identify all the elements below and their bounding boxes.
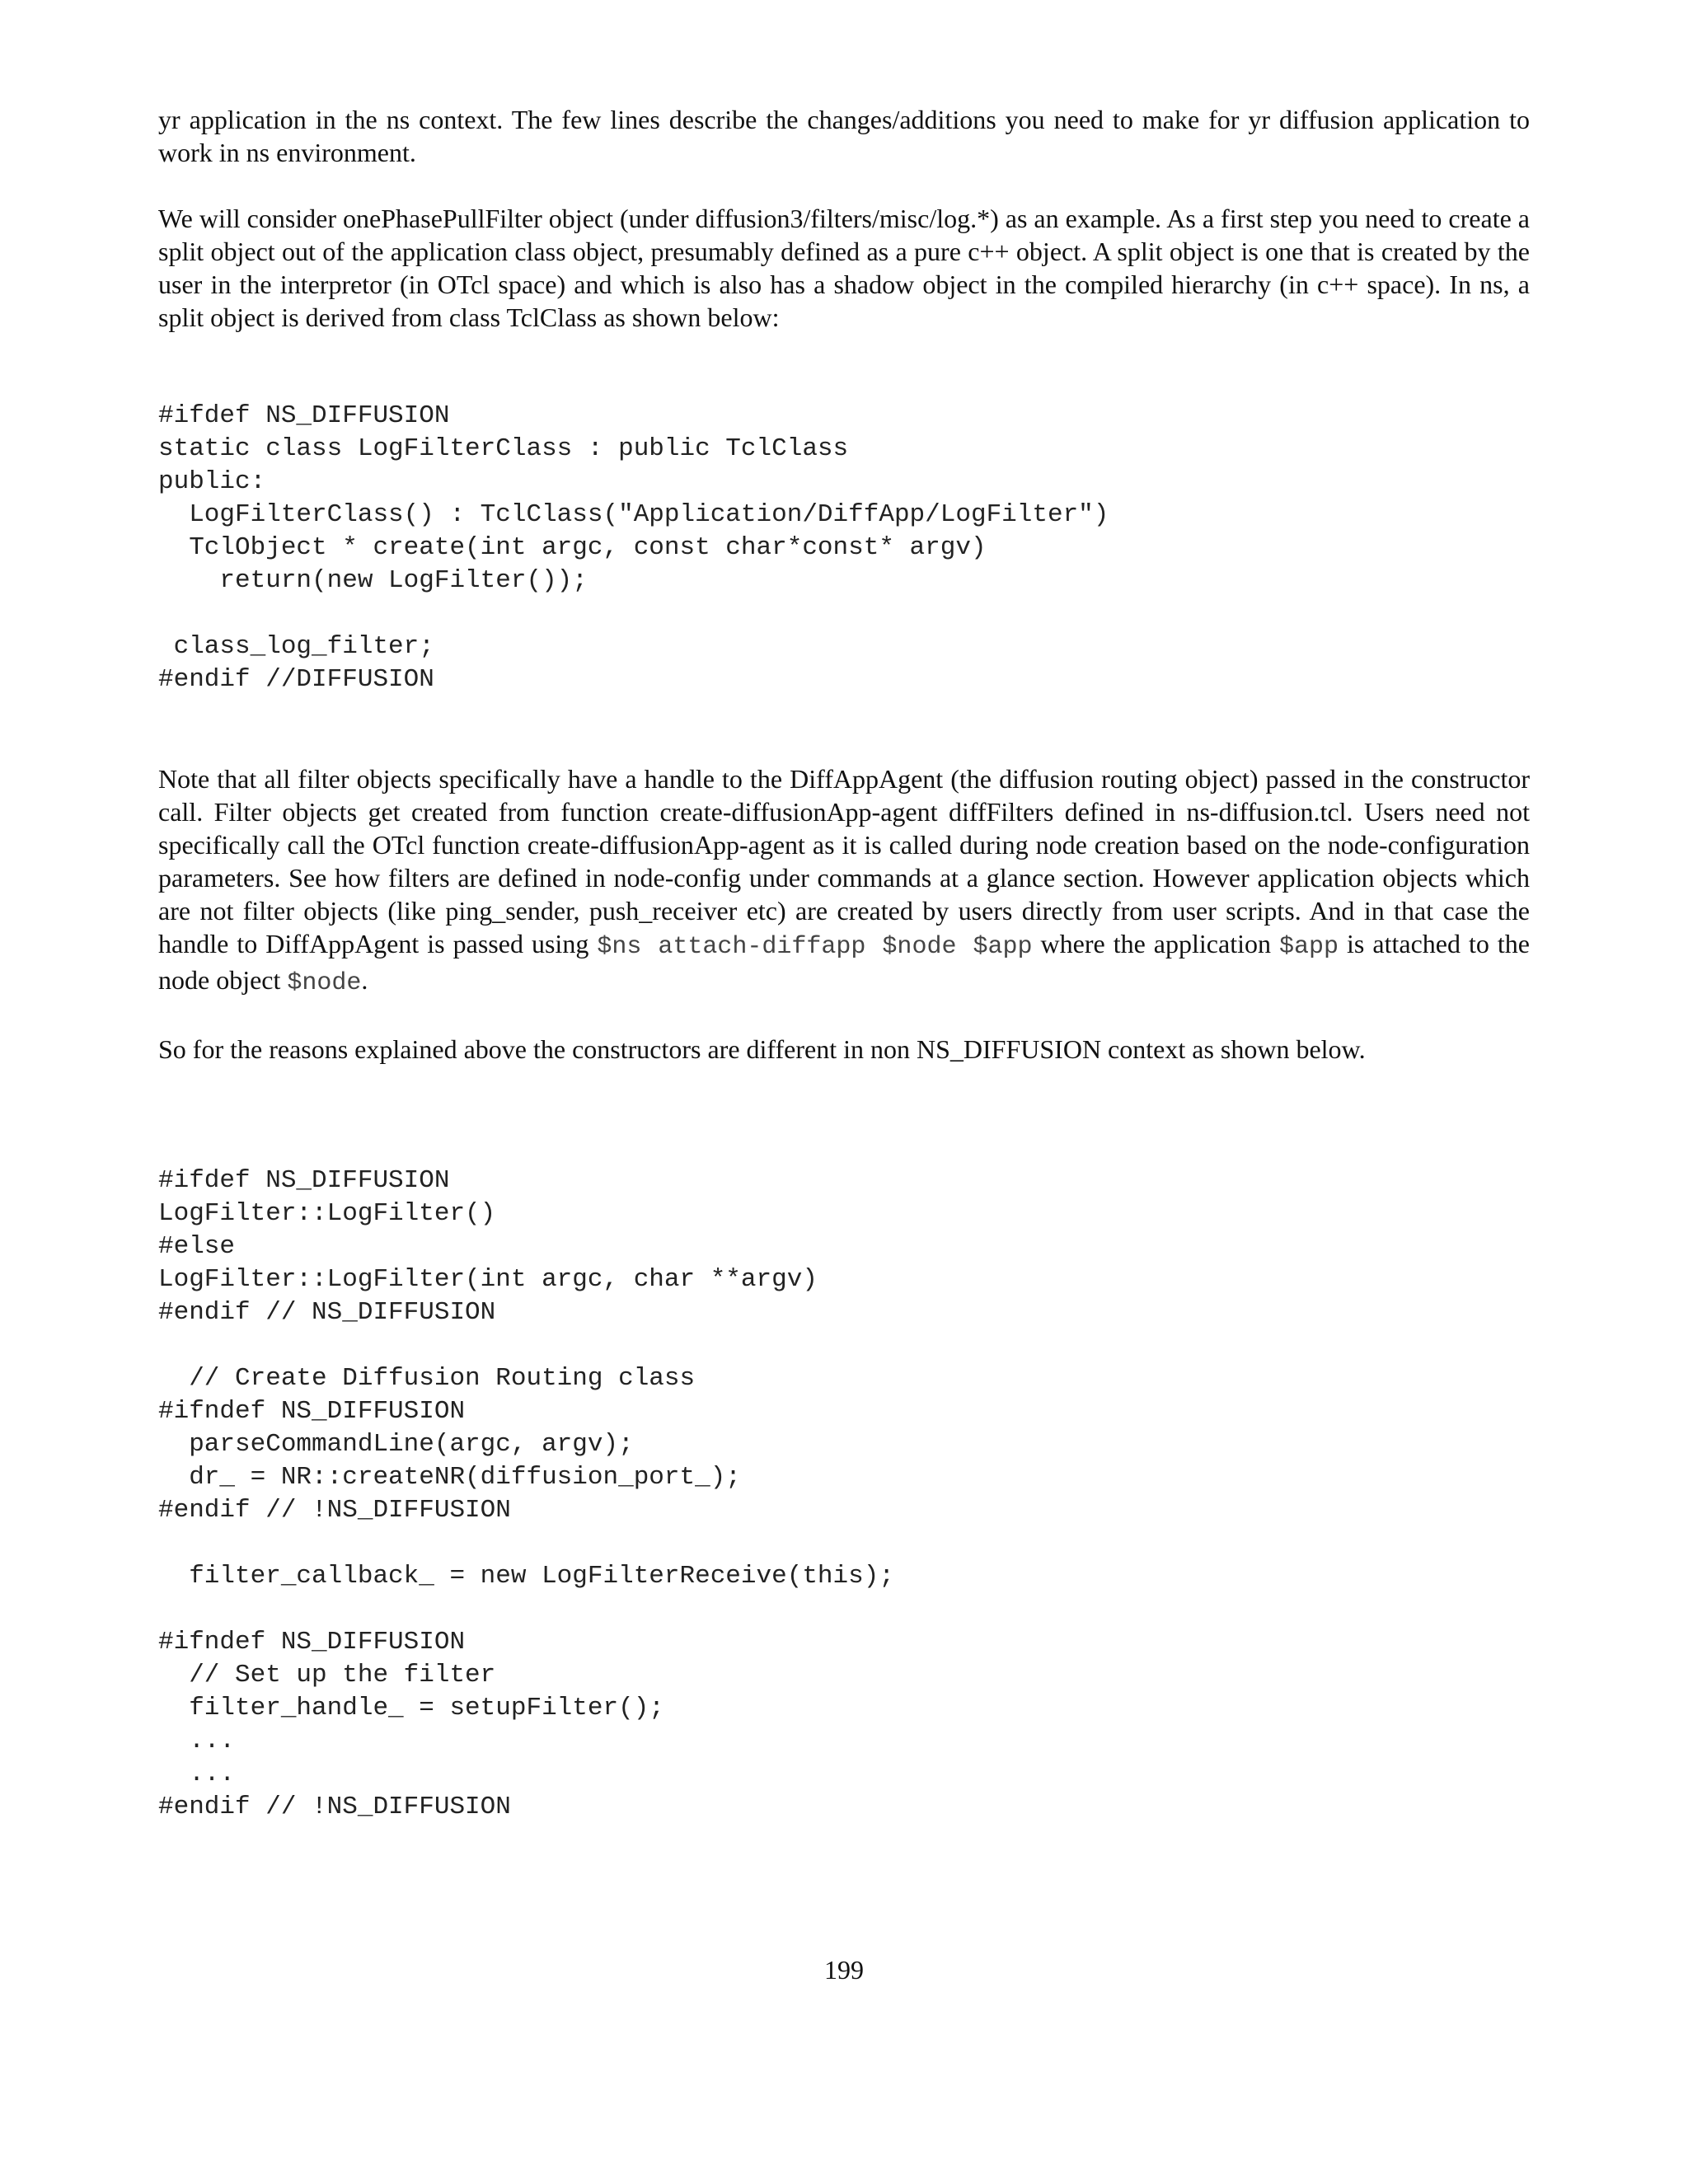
code-line: #endif //DIFFUSION	[158, 665, 434, 694]
code-block-tclclass	[158, 400, 1530, 696]
code-line: #else	[158, 1232, 236, 1261]
code-line: filter_handle_ = setupFilter();	[158, 1694, 664, 1722]
code-line: LogFilter::LogFilter()	[158, 1199, 496, 1228]
paragraph-intro: yr application in the ns context. The few lines describe the changes/additions you need to make for yr diffusion application to work in ns environment.	[158, 105, 1530, 167]
paragraph-split-object: We will consider onePhasePullFilter object (under diffusion3/filters/misc/log.*) as an example. As a first step you need to create a split object out of the application class object, presumably defined as a pure c++ object. A split object is one that is created by the user in the interpretor (in OTcl space) and which is also has a shadow object in the compiled hierarchy (in c++ space). In ns, a split object is derived from class TclClass as shown below:	[158, 204, 1530, 332]
code-line: filter_callback_ = new LogFilterReceive(this);	[158, 1562, 894, 1591]
paragraph-filter-objects-text-a: Note that all filter objects specifically have a handle to the DiffAppAgent (the diffusion routing object) passed in the constructor call. Filter objects get created from function create-diffusionApp-agent diffFilters defined in ns-diffusion.tcl. Users need not specifically call the OTcl function create-diffusionApp-agent as it is called during node creation based on the node-configuration parameters. See how filters are defined in node-config under commands at a glance section. However application objects which are not filter objects (like ping_sender, push_receiver etc) are created by users directly from user scripts. And in that case the handle to DiffAppAgent is passed using	[158, 764, 1530, 958]
code-line: ...	[158, 1727, 236, 1755]
code-line: ...	[158, 1760, 236, 1788]
paragraph-filter-objects	[158, 762, 1530, 1000]
code-line: return(new LogFilter());	[158, 566, 588, 595]
code-line: TclObject * create(int argc, const char*const* argv)	[158, 533, 987, 562]
code-line: #ifndef NS_DIFFUSION	[158, 1397, 466, 1426]
inline-code-attach-diffapp: $ns attach-diffapp $node $app	[597, 933, 1033, 961]
code-line: LogFilter::LogFilter(int argc, char **argv)	[158, 1265, 818, 1294]
code-line	[158, 1329, 1530, 1362]
inline-code-node: $node	[287, 969, 362, 997]
code-block-constructor	[158, 1165, 1530, 1824]
code-line: #ifndef NS_DIFFUSION	[158, 1628, 466, 1657]
code-line: #endif // !NS_DIFFUSION	[158, 1793, 511, 1821]
code-line: parseCommandLine(argc, argv);	[158, 1430, 634, 1459]
document-page	[158, 103, 1530, 1824]
code-line: #ifdef NS_DIFFUSION	[158, 401, 450, 430]
code-line: class_log_filter;	[158, 632, 434, 661]
code-line: static class LogFilterClass : public TclClass	[158, 434, 849, 463]
paragraph-filter-objects-text-b: where the application	[1032, 929, 1279, 958]
code-line: #endif // NS_DIFFUSION	[158, 1298, 496, 1327]
code-line: public:	[158, 467, 266, 496]
code-line: #endif // !NS_DIFFUSION	[158, 1496, 511, 1525]
page-number: 199	[824, 1955, 864, 1985]
code-line: LogFilterClass() : TclClass("Application/DiffApp/LogFilter")	[158, 500, 1109, 529]
inline-code-app: $app	[1279, 933, 1339, 961]
code-line: // Create Diffusion Routing class	[158, 1364, 696, 1393]
paragraph-constructors: So for the reasons explained above the constructors are different in non NS_DIFFUSION context as shown below.	[158, 1034, 1366, 1064]
code-line	[158, 1593, 1530, 1626]
code-line: #ifdef NS_DIFFUSION	[158, 1166, 450, 1195]
code-line	[158, 598, 1530, 630]
code-line	[158, 1527, 1530, 1560]
code-line: // Set up the filter	[158, 1661, 496, 1690]
paragraph-filter-objects-text-d: .	[361, 965, 368, 995]
paragraph-filter-objects-text-c: is attached to the node object	[158, 929, 1531, 995]
code-line: dr_ = NR::createNR(diffusion_port_);	[158, 1463, 741, 1492]
